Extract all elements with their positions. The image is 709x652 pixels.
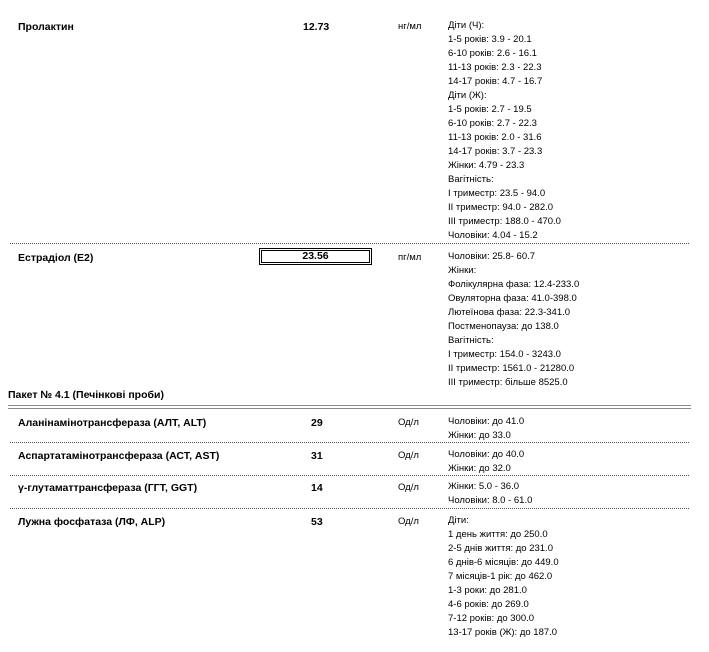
ref-line: I триместр: 154.0 - 3243.0 — [448, 349, 561, 360]
ref-line: II триместр: 1561.0 - 21280.0 — [448, 363, 575, 374]
ref-line: I триместр: 23.5 - 94.0 — [448, 188, 546, 199]
ref-line: 6-10 років: 2.6 - 16.1 — [448, 48, 537, 59]
ref-line: III триместр: 188.0 - 470.0 — [448, 216, 561, 227]
ref-line: Жінки: 4.79 - 23.3 — [448, 160, 525, 171]
row-divider — [10, 508, 689, 509]
ref-line: 4-6 років: до 269.0 — [448, 599, 529, 610]
ref-line: Вагітність: — [448, 174, 494, 185]
ref-line: 11-13 років: 2.0 - 31.6 — [448, 132, 542, 143]
test-unit: Од/л — [398, 482, 419, 493]
ref-line: 13-17 років (Ж): до 187.0 — [448, 627, 558, 638]
reference-range — [448, 415, 524, 443]
ref-line: 1-5 років: 2.7 - 19.5 — [448, 104, 532, 115]
row-divider — [10, 442, 689, 443]
ref-line: Чоловіки: 25.8- 60.7 — [448, 251, 536, 262]
test-value: 14 — [311, 482, 323, 494]
ref-line: II триместр: 94.0 - 282.0 — [448, 202, 554, 213]
ref-line: 2-5 днів життя: до 231.0 — [448, 543, 553, 554]
ref-line: Чоловіки: 8.0 - 61.0 — [448, 495, 533, 506]
test-value: 53 — [311, 516, 323, 528]
row-divider — [10, 475, 689, 476]
test-name: Лужна фосфатаза (ЛФ, ALP) — [18, 516, 166, 528]
section-rule — [8, 405, 691, 409]
reference-range — [448, 250, 579, 390]
ref-line: 11-13 років: 2.3 - 22.3 — [448, 62, 542, 73]
test-unit: нг/мл — [398, 21, 422, 32]
ref-line: 1-5 років: 3.9 - 20.1 — [448, 34, 532, 45]
test-name: Пролактин — [18, 21, 74, 33]
test-unit: пг/мл — [398, 252, 422, 263]
reference-range — [448, 514, 559, 640]
section-title: Пакет № 4.1 (Печінкові проби) — [8, 389, 164, 401]
ref-line: 14-17 років: 4.7 - 16.7 — [448, 76, 543, 87]
ref-line: Чоловіки: до 40.0 — [448, 449, 525, 460]
ref-line: Жінки: до 32.0 — [448, 463, 511, 474]
ref-line: Вагітність: — [448, 335, 494, 346]
ref-line: 7-12 років: до 300.0 — [448, 613, 535, 624]
test-name: Естрадіол (Е2) — [18, 252, 94, 264]
ref-line: Чоловіки: 4.04 - 15.2 — [448, 230, 538, 241]
ref-line: Діти: — [448, 515, 469, 526]
ref-line: 14-17 років: 3.7 - 23.3 — [448, 146, 543, 157]
row-divider — [10, 243, 689, 244]
ref-line: 1-3 роки: до 281.0 — [448, 585, 527, 596]
reference-range — [448, 448, 524, 476]
test-name: γ-глутаматтрансфераза (ГГТ, GGT) — [18, 482, 198, 494]
ref-line: Діти (Ч): — [448, 20, 485, 31]
ref-line: Чоловіки: до 41.0 — [448, 416, 525, 427]
ref-line: 1 день життя: до 250.0 — [448, 529, 548, 540]
ref-line: Лютеїнова фаза: 22.3-341.0 — [448, 307, 571, 318]
ref-line: 6 днів-6 місяців: до 449.0 — [448, 557, 559, 568]
ref-line: Жінки: до 33.0 — [448, 430, 511, 441]
test-value: 12.73 — [303, 21, 330, 33]
ref-line: Постменопауза: до 138.0 — [448, 321, 559, 332]
ref-line: III триместр: більше 8525.0 — [448, 377, 568, 388]
ref-line: Овуляторна фаза: 41.0-398.0 — [448, 293, 577, 304]
test-name: Аспартатамінотрансфераза (АСТ, AST) — [18, 450, 220, 462]
test-value: 29 — [311, 417, 323, 429]
ref-line: Жінки: 5.0 - 36.0 — [448, 481, 520, 492]
test-value-flagged: 23.56 — [259, 248, 372, 265]
ref-line: 7 місяців-1 рік: до 462.0 — [448, 571, 553, 582]
test-unit: Од/л — [398, 516, 419, 527]
test-value: 31 — [311, 450, 323, 462]
reference-range — [448, 480, 532, 508]
ref-line: Фолікулярна фаза: 12.4-233.0 — [448, 279, 580, 290]
reference-range — [448, 19, 561, 243]
ref-line: 6-10 років: 2.7 - 22.3 — [448, 118, 537, 129]
test-unit: Од/л — [398, 450, 419, 461]
ref-line: Жінки: — [448, 265, 477, 276]
test-unit: Од/л — [398, 417, 419, 428]
ref-line: Діти (Ж): — [448, 90, 487, 101]
test-name: Аланінамінотрансфераза (АЛТ, ALT) — [18, 417, 207, 429]
